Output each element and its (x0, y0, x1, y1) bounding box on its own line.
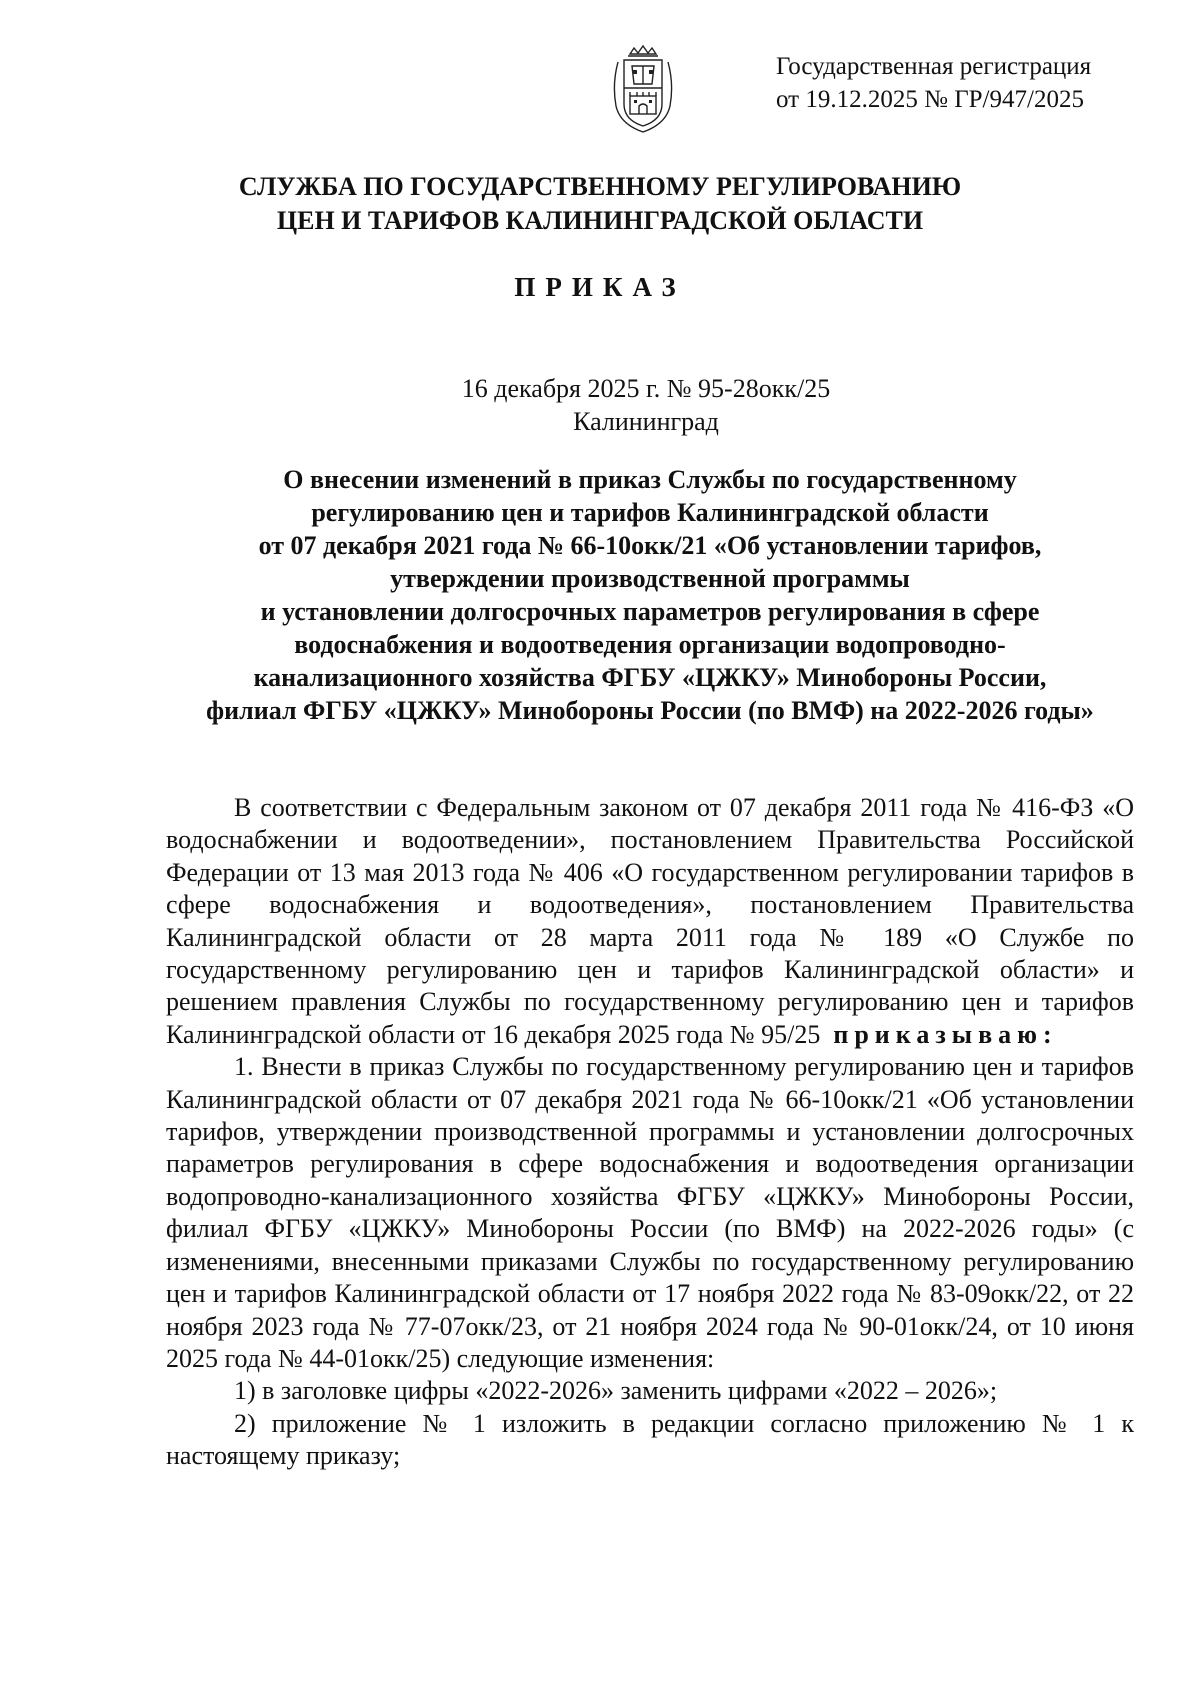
registration-stamp (776, 50, 1156, 116)
document-meta (0, 372, 1200, 438)
coat-of-arms-icon (608, 44, 678, 136)
preamble-text: В соответствии с Федеральным законом от 07 декабря 2011 года № 416-ФЗ «О водоснабжении и водоотведении», постановлением Правительства Российской Федерации от 13 мая 2013 года № 406 «О государственном регулировании тарифов в сфере водоснабжения и водоотведения», постановлением Правительства Калининградской области от 28 марта 2011 года № 189 «О Службе по государственному регулированию цен и тарифов Калининградской области» и решением правления Службы по государственному регулированию цен и тарифов Калининградской области от 16 декабря 2025 года № 95/25 (166, 793, 1134, 1049)
order-title (160, 463, 1140, 727)
order-body (166, 792, 1134, 1473)
registration-date-number: от 19.12.2025 № ГР/947/2025 (776, 86, 1084, 113)
order-date-number: 16 декабря 2025 г. № 95-28окк/25 (461, 374, 831, 403)
title-line: филиал ФГБУ «ЦЖКУ» Минобороны России (по ВМФ) на 2022-2026 годы» (206, 696, 1094, 725)
title-line: и установлении долгосрочных параметров регулирования в сфере (260, 597, 1040, 626)
subitem-1-paragraph: 1) в заголовке цифры «2022-2026» заменить цифрами «2022 – 2026»; (234, 1376, 998, 1406)
order-city: Калининград (573, 407, 719, 436)
agency-name (0, 170, 1200, 238)
agency-name-line: ЦЕН И ТАРИФОВ КАЛИНИНГРАДСКОЙ ОБЛАСТИ (276, 206, 924, 235)
title-line: О внесении изменений в приказ Службы по государственному (283, 465, 1017, 494)
agency-name-line: СЛУЖБА ПО ГОСУДАРСТВЕННОМУ РЕГУЛИРОВАНИЮ (238, 172, 962, 201)
title-line: водоснабжения и водоотведения организации водопроводно- (294, 630, 1006, 659)
title-line: регулированию цен и тарифов Калининградской области (311, 498, 989, 527)
title-line: утверждении производственной программы (390, 564, 910, 593)
registration-label: Государственная регистрация (776, 53, 1092, 80)
document-type: ПРИКАЗ (514, 272, 686, 302)
title-line: от 07 декабря 2021 года № 66-10окк/21 «Об установлении тарифов, (258, 531, 1042, 560)
item-1-paragraph: 1. Внести в приказ Службы по государственному регулированию цен и тарифов Калининградской области от 07 декабря 2021 года № 66-10окк/21 «Об установлении тарифов, утверждении производственной программы и установлении долгосрочных параметров регулирования в сфере водоснабжения и водоотведения организации водопроводно-канализационного хозяйства ФГБУ «ЦЖКУ» Минобороны России, филиал ФГБУ «ЦЖКУ» Минобороны России (по ВМФ) на 2022-2026 годы» (с изменениями, внесенными приказами Службы по государственному регулированию цен и тарифов Калининградской области от 17 ноября 2022 года № 83-09окк/22, от 22 ноября 2023 года № 77-07окк/23, от 21 ноября 2024 года № 90-01окк/24, от 10 июня 2025 года № 44-01окк/25) следующие изменения: (166, 1052, 1134, 1373)
subitem-2-paragraph: 2) приложение № 1 изложить в редакции согласно приложению № 1 к настоящему приказу; (166, 1408, 1134, 1471)
title-line: канализационного хозяйства ФГБУ «ЦЖКУ» Минобороны России, (253, 663, 1047, 692)
preamble-paragraph (166, 792, 1134, 1051)
order-word: приказываю: (833, 1019, 1058, 1049)
